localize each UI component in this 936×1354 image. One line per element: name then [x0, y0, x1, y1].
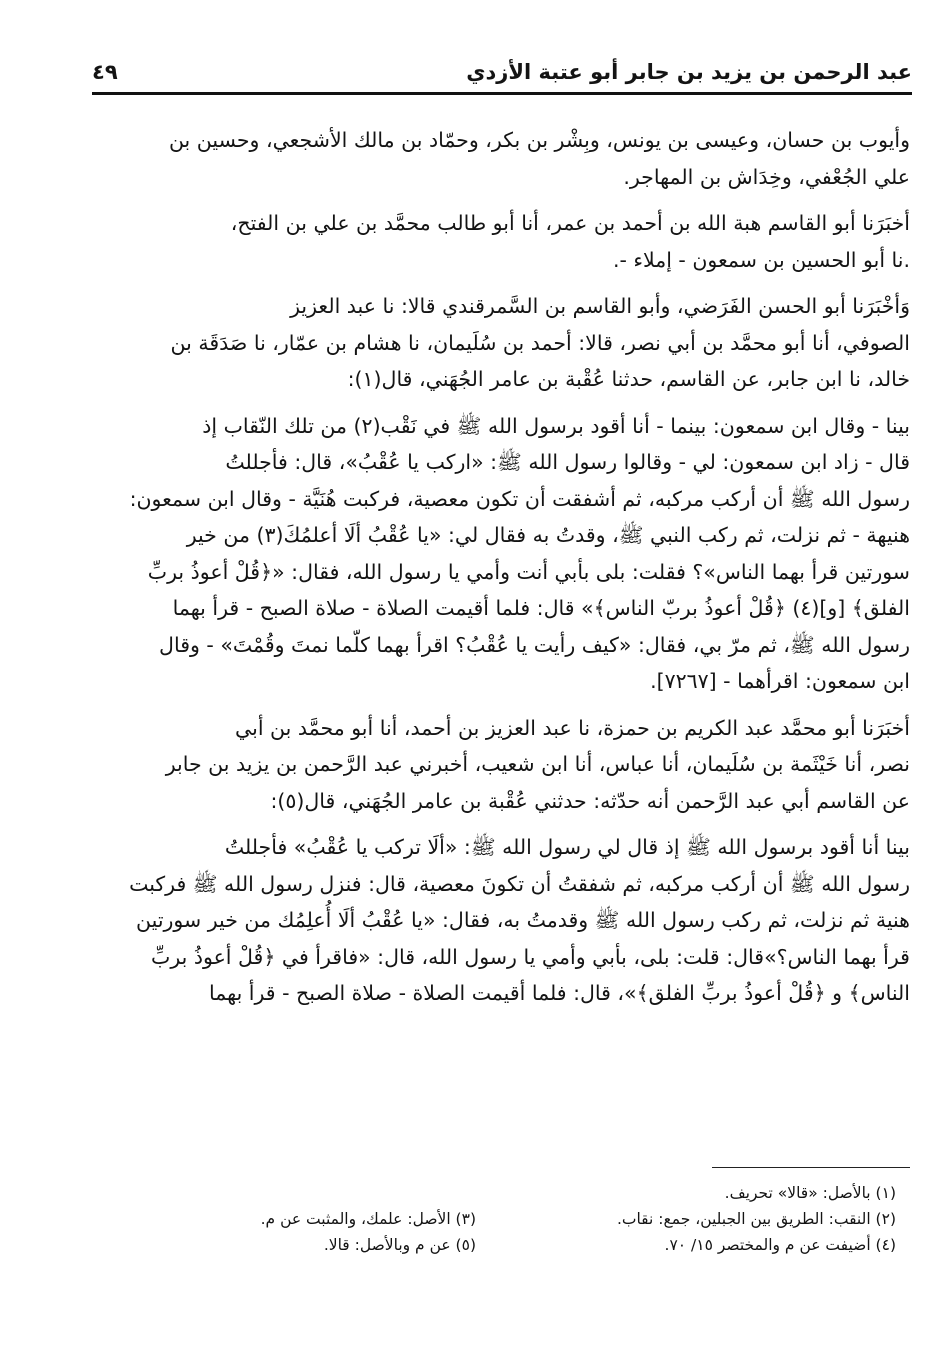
footnote-row: [96, 1206, 896, 1232]
footnote-empty: [96, 1180, 476, 1206]
running-header: [92, 58, 912, 95]
paragraph-hadith-2: بينا أنا أقود برسول الله ﷺ إذ قال لي رسول الله ﷺ: «ألَا تركب يا عُقْبُ» فأجللتُ رسول الله ﷺ أن أركب مركبه، ثم شفقتُ أن تكونَ معصية، قال: فنزل رسول الله ﷺ فركبت هنية ثم نزلت، ثم ركب رسول الله ﷺ وقدمتُ به، فقال: «يا عُقْبُ ألَا أُعلِمُك من خير سورتين قرأ بهما الناس؟»قال: قلت: بلى، بأبي وأمي يا رسول الله، قال: «فاقرأ في ﴿قُلْ أعوذُ بربِّ الناس﴾ و ﴿قُلْ أعوذُ بربِّ الفلق﴾»، قال: فلما أقيمت الصلاة - صلاة الصبح - قرأ بهما: [129, 835, 910, 1005]
footnote-3: (٣) الأصل: علمك، والمثبت عن م.: [260, 1210, 476, 1228]
page-number: ٤٩: [92, 60, 118, 84]
paragraph-isnad-1: أخبَرَنا أبو القاسم هبة الله بن أحمد بن عمر، أنا أبو طالب محمَّد بن علي بن الفتح، .نا أبو الحسين بن سمعون - إملاء -.: [230, 211, 910, 272]
paragraph-narrators: وأيوب بن حسان، وعيسى بن يونس، وبِشْر بن بكر، وحمّاد بن مالك الأشجعي، وحسين بن علي الجُعْفي، وخِدَاش بن المهاجر.: [168, 128, 910, 189]
footnote-4: (٤) أضيفت عن م والمختصر ١٥/ ٧٠.: [664, 1236, 896, 1254]
footnote-2: (٢) النقب: الطريق بين الجبلين، جمع: نقاب.: [616, 1210, 896, 1228]
header-title: عبد الرحمن بن يزيد بن جابر أبو عتبة الأزدي: [466, 60, 912, 84]
footnote-1: (١) بالأصل: «قالا» تحريف.: [724, 1184, 896, 1202]
footnote-5: (٥) عن م وبالأصل: قالا.: [323, 1236, 476, 1254]
paragraph-isnad-2: وَأخْبَرَنا أبو الحسن الفَرَضي، وأبو القاسم بن السَّمرقندي قالا: نا عبد العزيز الصوفي، أنا أبو محمَّد بن أبي نصر، قالا: أحمد بن سُلَيمان، نا هشام بن عمّار، نا صَدَقَة بن خالد، نا ابن جابر، عن القاسم، حدثنا عُقْبة بن عامر الجُهَني، قال(١):: [170, 294, 910, 391]
footnote-row: [96, 1180, 896, 1206]
paragraph-isnad-3: أخبَرَنا أبو محمَّد عبد الكريم بن حمزة، نا عبد العزيز بن أحمد، أنا أبو محمَّد بن أبي نصر، أنا خَيْثَمة بن سُلَيمان، أنا عباس، أنا ابن شعيب، أخبرني عبد الرَّحمن بن يزيد بن جابر عن القاسم أبي عبد الرَّحمن أنه حدّثه: حدثني عُقْبة بن عامر الجُهَني، قال(٥):: [165, 715, 910, 813]
paragraph-hadith-1: بينا - وقال ابن سمعون: بينما - أنا أقود برسول الله ﷺ في نَقْب(٢) من تلك النّقاب إذ قال - زاد ابن سمعون: لي - وقالوا رسول الله ﷺ: «اركب يا عُقْبُ»، قال: فأجللتُ رسول الله ﷺ أن أركب مركبه، ثم أشفقت أن تكون معصية، فركبت هُنَيَّة - وقال ابن سمعون: هنيهة - ثم نزلت، ثم ركب النبي ﷺ، وقدتُ به فقال لي: «يا عُقْبُ ألَا أعلمُكَ(٣) من خير سورتين قرأ بهما الناس»؟ فقلت: بلى بأبي أنت وأمي يا رسول الله، فقال: «﴿قُلْ أعوذُ بربِّ الفلق﴾ [و](٤) ﴿قُلْ أعوذُ بربّ الناس﴾» قال: فلما أقيمت الصلاة - صلاة الصبح - قرأ بهما رسول الله ﷺ، ثم مرّ بي، فقال: «كيف رأيت يا عُقْبُ؟ اقرأ بهما كلّما نمتَ وقُمْتَ» - وقال ابن سمعون: اقرأهما - [٧٢٦٧].: [129, 413, 910, 693]
footnote-separator: [712, 1167, 910, 1168]
footnote-row: [96, 1232, 896, 1258]
main-text: [96, 122, 910, 1022]
footnotes: [96, 1180, 896, 1258]
